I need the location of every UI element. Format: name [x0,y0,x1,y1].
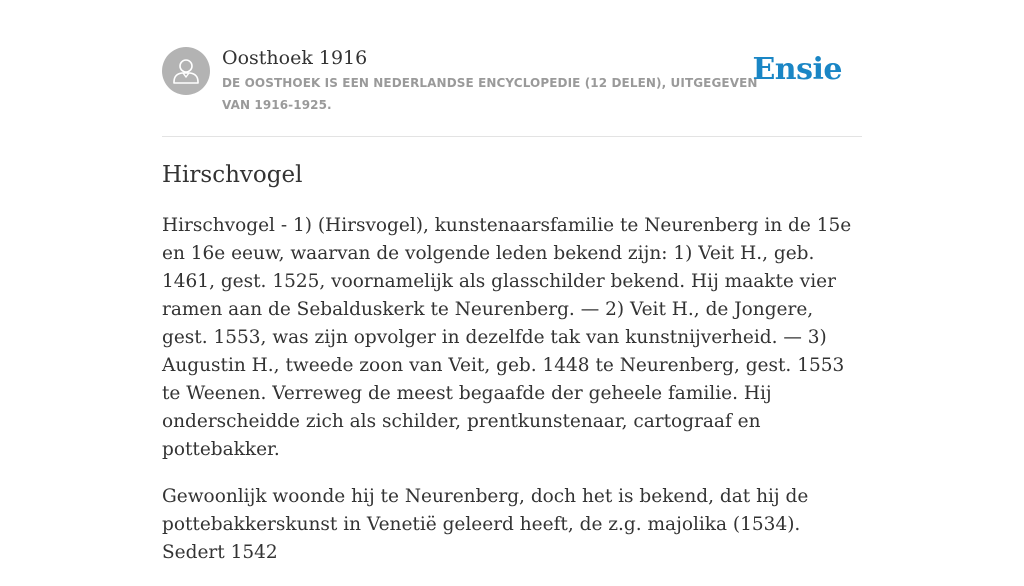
page-title: Hirschvogel [162,162,303,188]
user-icon[interactable] [162,47,210,95]
source-description: DE OOSTHOEK IS EEN NEDERLANDSE ENCYCLOPEDIE (12 DELEN), UITGEGEVEN VAN 1916-1925. [222,76,758,112]
entry-body [162,212,862,586]
entry-page [162,0,862,563]
source-header [162,0,862,137]
paragraph: Hirschvogel - 1) (Hirsvogel), kunstenaarsfamilie te Neurenberg in de 15e en 16e eeuw, waarvan de volgende leden bekend zijn: 1) Veit H., geb. 1461, gest. 1525, voornamelijk als glasschilder bekend. Hij maakte vier ramen aan de Sebalduskerk te Neurenberg. — 2) Veit H., de Jongere, gest. 1553, was zijn opvolger in dezelfde tak van kunstnijverheid. — 3) Augustin H., tweede zoon van Veit, geb. 1448 te Neurenberg, gest. 1553 te Weenen. Verreweg de meest begaafde der geheele familie. Hij onderscheidde zich als schilder, prentkunstenaar, cartograaf en pottebakker. [162,215,852,460]
ensie-logo[interactable]: Ensie [752,52,842,87]
source-title[interactable]: Oosthoek 1916 [222,47,368,69]
paragraph: Gewoonlijk woonde hij te Neurenberg, doch het is bekend, dat hij de pottebakkerskunst in Venetië geleerd heeft, de z.g. majolika (1534). Sedert 1542 [162,486,809,563]
